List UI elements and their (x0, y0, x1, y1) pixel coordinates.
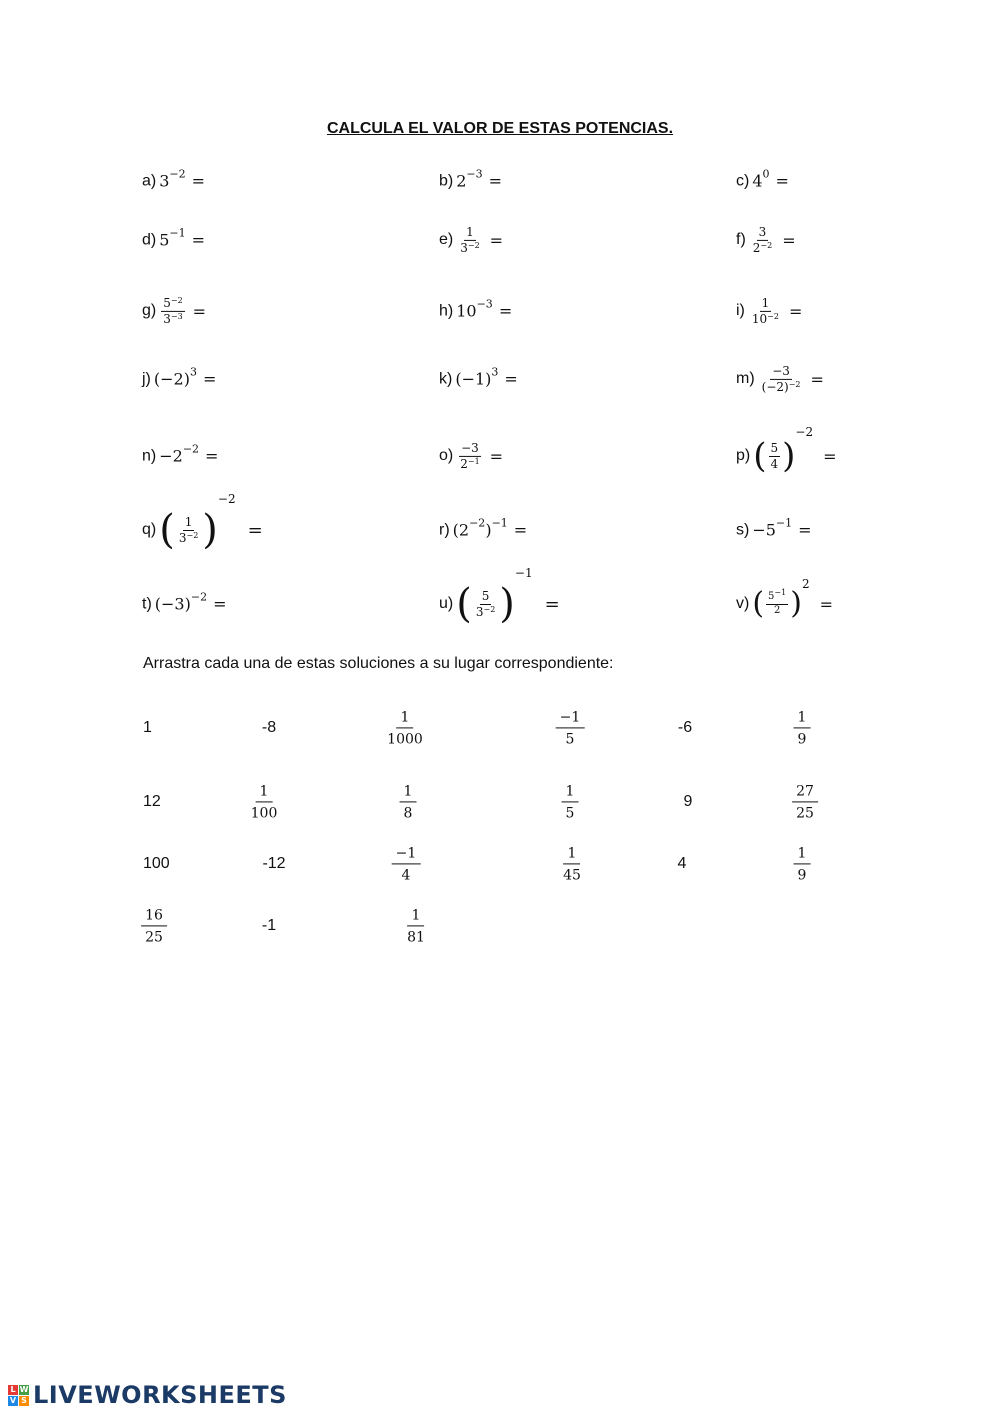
exercise-label: o) (439, 447, 454, 464)
exercise-s: s) −5 $^{-1}$ = (736, 516, 812, 540)
exercise-o: o) $\frac{-3}{2^{-1}}$ = (439, 440, 504, 471)
logo-mark-icon: L W V S (9, 1384, 29, 1405)
exercise-label: f) (736, 231, 746, 248)
exercise-label: t) (142, 595, 152, 612)
exercise-label: h) (439, 302, 454, 319)
worksheet-title: CALCULA EL VALOR DE ESTAS POTENCIAS. (326, 120, 674, 137)
brand-name: LIVEWORKSHEETS (33, 1381, 287, 1409)
exercise-label: p) (736, 447, 751, 464)
solution-tile[interactable]: $\frac{1}{5}$ (562, 782, 579, 821)
solution-tile[interactable]: 4 (677, 855, 687, 872)
exercise-label: k) (439, 370, 453, 387)
solution-tile[interactable]: -6 (677, 719, 693, 736)
solution-tile[interactable]: -12 (262, 855, 286, 872)
solution-tile[interactable]: $\frac{1}{1000}$ (387, 709, 423, 748)
fraction: $\frac{-3}{(-2)^{-2}}$ (761, 363, 801, 394)
exercise-label: u) (439, 595, 454, 612)
exercise-label: n) (142, 447, 157, 464)
exercise-u: u) ( $\frac{5}{3^{-2}}$ ) −1 = (439, 566, 560, 627)
exercise-a: a) 3 $^{-2}$ = (142, 167, 206, 191)
exercise-label: b) (439, 172, 454, 189)
fraction: $\frac{5}{3^{-2}}$ (475, 588, 496, 619)
liveworksheets-logo (8, 1381, 287, 1409)
solution-tile[interactable]: $\frac{16}{25}$ (141, 906, 167, 945)
exercise-label: c) (736, 172, 750, 189)
solution-tile[interactable]: $\frac{1}{9}$ (794, 708, 811, 747)
instruction-text: Arrastra cada una de estas soluciones a su lugar correspondiente: (143, 655, 614, 672)
exercise-c: c) 4 $^0$ = (736, 167, 789, 191)
exercise-label: a) (142, 172, 157, 189)
exercise-n: n) −2 $^{-2}$ = (142, 442, 219, 466)
exercise-label: q) (142, 521, 157, 538)
exercise-k: k) (−1) $^3$ = (439, 365, 518, 389)
fraction: $\frac{5^{-1}}{2}$ (768, 588, 787, 616)
exercise-label: r) (439, 521, 450, 538)
fraction: $\frac{5^{-2}}{3^{-3}}$ (163, 295, 183, 326)
solution-tile[interactable]: $\frac{1}{100}$ (250, 783, 278, 822)
exercise-v: v) ( $\frac{5^{-1}}{2}$ ) 2 = (736, 577, 833, 621)
exercise-p: p) ( $\frac{5}{4}$ ) −2 = (736, 425, 837, 476)
exercise-e: e) $\frac{1}{3^{-2}}$ = (439, 224, 504, 255)
exercise-q: q) ( $\frac{1}{3^{-2}}$ ) −2 = (142, 492, 263, 553)
exercise-j: j) (−2) $^3$ = (142, 365, 217, 389)
solution-tile[interactable]: 1 (143, 719, 152, 736)
solution-tile[interactable]: 100 (143, 855, 170, 872)
solution-tile[interactable]: -1 (261, 917, 277, 934)
exercise-label: v) (736, 595, 750, 612)
exercise-label: g) (142, 302, 157, 319)
fraction: $\frac{1}{10^{-2}}$ (751, 295, 779, 326)
exercise-label: j) (142, 370, 151, 387)
exercise-f: f) $\frac{3}{2^{-2}}$ = (736, 224, 796, 255)
solution-tile[interactable]: $\frac{1}{9}$ (794, 844, 811, 883)
solution-tile[interactable]: $\frac{1}{45}$ (563, 845, 581, 884)
exercise-g: g) $\frac{5^{-2}}{3^{-3}}$ = (142, 295, 207, 326)
fraction: $\frac{3}{2^{-2}}$ (752, 224, 773, 255)
exercise-label: m) (736, 370, 755, 387)
solution-tile[interactable]: 12 (143, 793, 161, 810)
exercise-label: s) (736, 521, 750, 538)
fraction: $\frac{1}{3^{-2}}$ (460, 224, 480, 255)
exercise-m: m) $\frac{-3}{(-2)^{-2}}$ = (736, 363, 824, 394)
exercise-label: e) (439, 231, 454, 248)
exercise-r: r) ( 2 $^{-2}$ ) $^{-1}$ = (439, 516, 528, 540)
fraction: $\frac{-3}{2^{-1}}$ (460, 440, 480, 471)
solution-tile[interactable]: $\frac{27}{25}$ (792, 782, 818, 821)
solution-tile[interactable]: $\frac{-1}{5}$ (556, 708, 585, 747)
exercise-t: t) (−3) $^{-2}$ = (142, 590, 227, 614)
fraction: $\frac{5}{4}$ (770, 440, 779, 471)
solution-tile[interactable]: -8 (261, 719, 277, 736)
exercise-label: d) (142, 231, 157, 248)
solution-tile[interactable]: $\frac{-1}{4}$ (392, 844, 421, 883)
exercise-b: b) 2 $^{-3}$ = (439, 167, 503, 191)
fraction: $\frac{1}{3^{-2}}$ (178, 514, 199, 545)
exercise-h: h) 10 $^{-3}$ = (439, 297, 513, 321)
solution-tile[interactable]: $\frac{1}{8}$ (400, 782, 417, 821)
solution-tile[interactable]: 9 (683, 793, 693, 810)
exercise-i: i) $\frac{1}{10^{-2}}$ = (736, 295, 803, 326)
solution-tile[interactable]: $\frac{1}{81}$ (407, 907, 425, 946)
exercise-d: d) 5 $^{-1}$ = (142, 226, 206, 250)
exercise-label: i) (736, 302, 745, 319)
